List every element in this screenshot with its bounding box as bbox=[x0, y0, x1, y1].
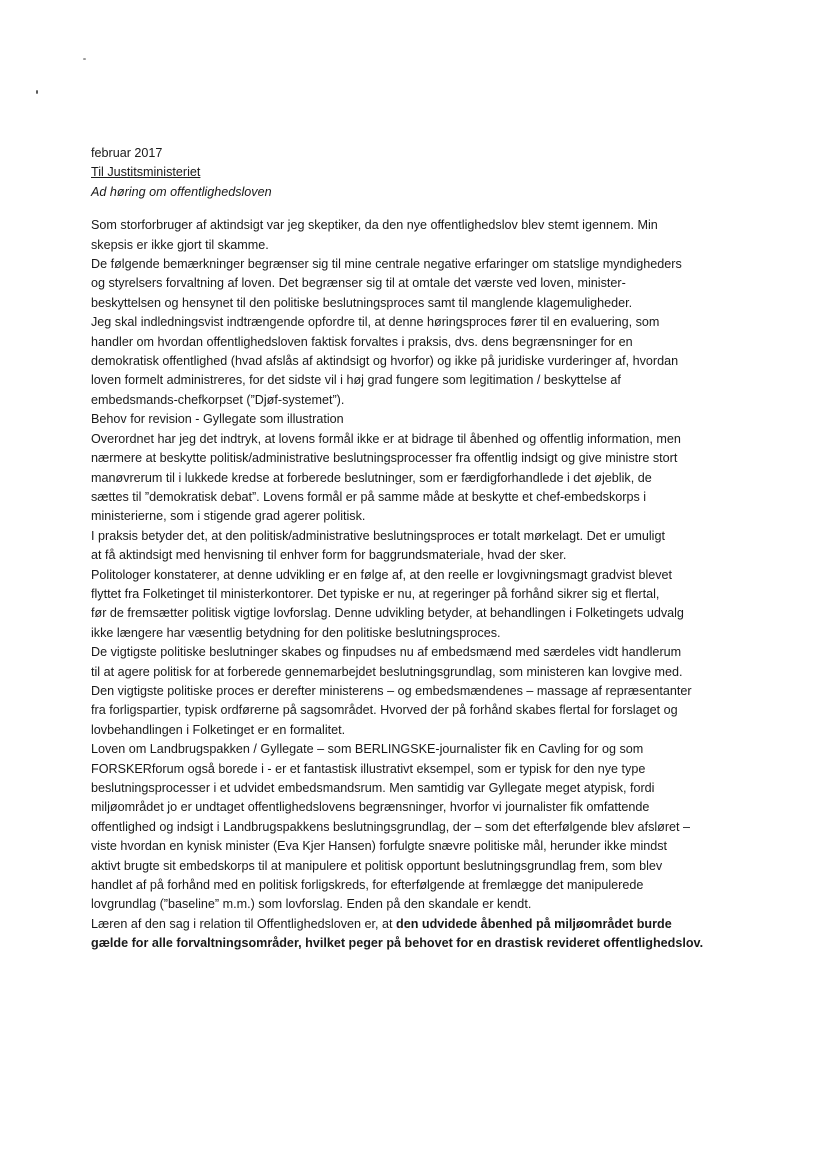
paragraph-line: beslutningsprocesser i et udvidet embedsmandsrum. Men samtidig var Gyllegate meget atypisk, fordi bbox=[91, 781, 655, 795]
paragraph-line: Politologer konstaterer, at denne udvikling er en følge af, at den reelle er lovgivningsmagt gradvist blevet bbox=[91, 567, 673, 582]
paragraph-line: før de fremsætter politisk vigtige lovforslag. Denne udvikling betyder, at behandlingen i Folketingets udvalg bbox=[91, 606, 684, 621]
paragraph-line: sættes til ”demokratisk debat”. Lovens formål er på samme måde at beskytte et chef-embedskorps i bbox=[91, 489, 647, 504]
paragraph-line: lovgrundlag (”baseline” m.m.) som lovforslag. Enden på den skandale er kendt. bbox=[91, 897, 532, 912]
paragraph-line: miljøområdet jo er undtaget offentlighedslovens begrænsninger, hvorfor vi journalister fik omfattende bbox=[91, 800, 650, 815]
paragraph-line: De følgende bemærkninger begrænser sig til mine centrale negative erfaringer om statslige myndigheders bbox=[91, 257, 682, 272]
conclusion-line bbox=[91, 915, 741, 934]
conclusion-text: Læren af den sag i relation til Offentlighedsloven er, at bbox=[91, 916, 397, 931]
letter-paragraphs bbox=[91, 216, 741, 915]
paragraph-line: viste hvordan en kynisk minister (Eva Kjer Hansen) forfulgte snævre politiske mål, herunder ikke mindst bbox=[91, 839, 668, 854]
paragraph-line: Jeg skal indledningsvist indtrængende opfordre til, at denne høringsproces fører til en evaluering, som bbox=[91, 315, 660, 330]
paragraph bbox=[91, 410, 741, 429]
paragraph-line: handlet af på forhånd med en politisk forligskreds, for efterfølgende at fremlægge det manipulerede bbox=[91, 878, 644, 893]
paragraph-line: nærmere at beskytte politisk/administrative beslutningsprocesser fra offentlig indsigt og give ministre stort bbox=[91, 451, 678, 466]
letter-header bbox=[91, 144, 741, 202]
paragraph-line: FORSKERforum også borede i - er et fantastisk illustrativt eksempel, som er typisk for den nye type bbox=[91, 761, 646, 776]
paragraph-line: embedsmands-chefkorpset (”Djøf-systemet”). bbox=[91, 392, 345, 407]
paragraph bbox=[91, 740, 741, 915]
conclusion-emphasis: den udvidede åbenhed på miljøområdet burde bbox=[396, 916, 672, 931]
conclusion-emphasis: gælde for alle forvaltningsområder, hvilket peger på behovet for en drastisk revideret offentlighedslov. bbox=[91, 936, 704, 951]
letter-recipient: Til Justitsministeriet bbox=[91, 165, 201, 180]
paragraph-line: at få aktindsigt med henvisning til enhver form for baggrundsmateriale, hvad der sker. bbox=[91, 548, 567, 563]
paragraph-line: Overordnet har jeg det indtryk, at lovens formål ikke er at bidrage til åbenhed og offentlig information, men bbox=[91, 431, 681, 446]
paragraph-line: handler om hvordan offentlighedsloven faktisk forvaltes i praksis, dvs. dens begrænsninger for en bbox=[91, 334, 633, 349]
letter-conclusion bbox=[91, 915, 741, 954]
paragraph-line: ikke længere har væsentlig betydning for den politiske beslutningsproces. bbox=[91, 625, 501, 640]
paragraph-line: loven formelt administreres, for det sidste vil i høj grad fungere som legitimation / beskyttelse af bbox=[91, 373, 621, 388]
letter-date: februar 2017 bbox=[91, 146, 163, 160]
paragraph bbox=[91, 255, 741, 313]
paragraph-line: I praksis betyder det, at den politisk/administrative beslutningsproces er totalt mørkelagt. Det er umuligt bbox=[91, 528, 665, 543]
paragraph-line: Den vigtigste politiske proces er derefter ministerens – og embedsmændenes – massage af repræsentanter bbox=[91, 683, 692, 698]
paragraph-line: skepsis er ikke gjort til skamme. bbox=[91, 237, 269, 252]
paragraph-line: aktivt brugte sit embedskorps til at manipulere et politisk opportunt beslutningsgrundlag frem, som blev bbox=[91, 858, 663, 873]
scan-speck bbox=[83, 58, 86, 60]
paragraph bbox=[91, 566, 741, 644]
paragraph-line: Loven om Landbrugspakken / Gyllegate – som BERLINGSKE-journalister fik en Cavling for og som bbox=[91, 742, 644, 757]
paragraph-line: til at agere politisk for at forberede gennemarbejdet beslutningsgrundlag, som ministeren kan lovgive med. bbox=[91, 664, 683, 679]
paragraph-line: lovbehandlingen i Folketinget er en formalitet. bbox=[91, 722, 346, 737]
paragraph bbox=[91, 643, 741, 740]
paragraph-line: fra forligspartier, typisk ordførerne på sagsområdet. Hvorved der på forhånd skabes flertal for forslaget og bbox=[91, 703, 678, 718]
paragraph-line: flyttet fra Folketinget til ministerkontorer. Det typiske er nu, at regeringer på forhånd sikrer sig et flertal, bbox=[91, 586, 660, 601]
paragraph bbox=[91, 313, 741, 410]
paragraph bbox=[91, 430, 741, 527]
paragraph-line: beskyttelsen og hensynet til den politiske beslutningsproces samt til manglende klagemuligheder. bbox=[91, 295, 633, 310]
paragraph-line: ministerierne, som i stigende grad agerer politisk. bbox=[91, 509, 366, 524]
paragraph bbox=[91, 216, 741, 255]
paragraph-line: demokratisk offentlighed (hvad afslås af aktindsigt og hvorfor) og ikke på juridiske vurderinger af, hvordan bbox=[91, 354, 679, 369]
letter-body bbox=[91, 144, 741, 954]
paragraph-line: Som storforbruger af aktindsigt var jeg skeptiker, da den nye offentlighedslov blev stemt igennem. Min bbox=[91, 218, 658, 233]
paragraph-line: og styrelsers forvaltning af loven. Det begrænser sig til at omtale det værste ved loven, minister- bbox=[91, 276, 626, 291]
scan-speck bbox=[36, 90, 38, 94]
paragraph-line: offentlighed og indsigt i Landbrugspakkens beslutningsgrundlag, der – som det efterfølgende blev afsløret – bbox=[91, 819, 691, 834]
paragraph-line: De vigtigste politiske beslutninger skabes og finpudses nu af embedsmænd med særdeles vidt handlerum bbox=[91, 645, 682, 660]
letter-subject: Ad høring om offentlighedsloven bbox=[91, 184, 272, 199]
paragraph bbox=[91, 527, 741, 566]
paragraph-line: manøvrerum til i lukkede kredse at forberede beslutninger, som er færdigforhandlede i det øjeblik, de bbox=[91, 470, 652, 485]
paragraph-line: Behov for revision - Gyllegate som illustration bbox=[91, 412, 344, 427]
